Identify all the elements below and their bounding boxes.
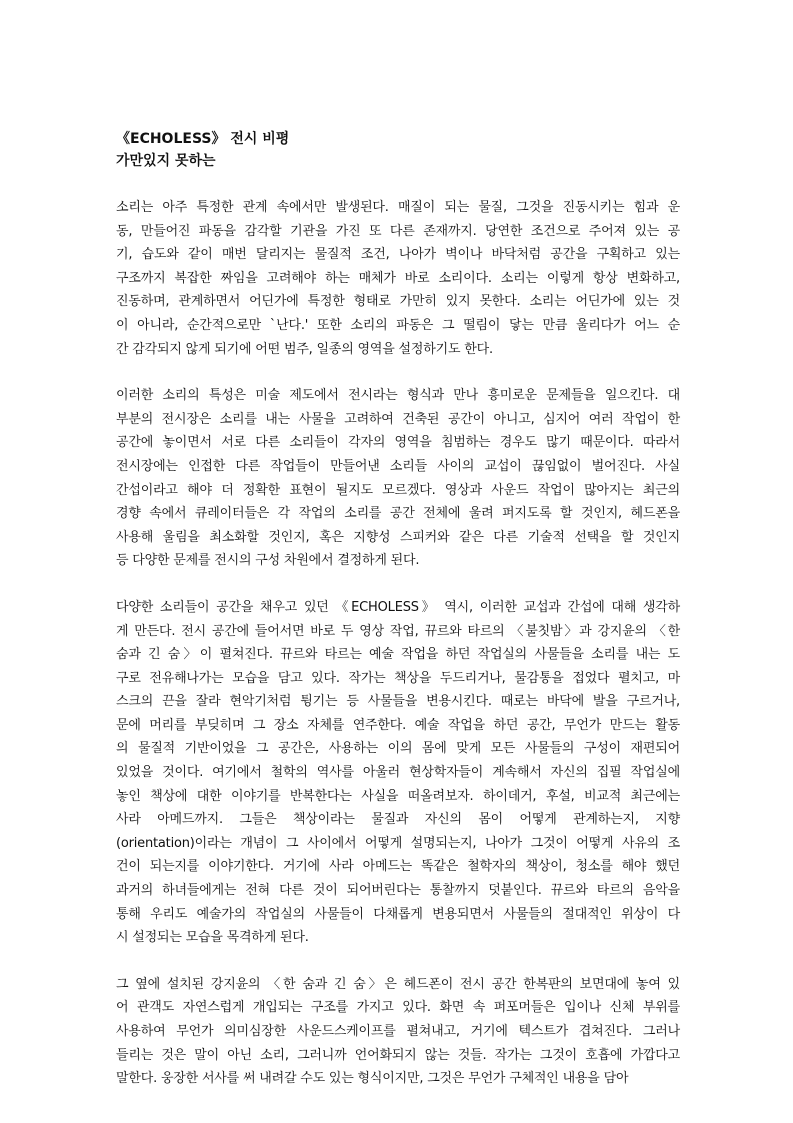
paragraph-line: 다양한 소리들이 공간을 채우고 있던 《ECHOLESS》 역시, 이러한 교섭과 간섭에 대해 생각하 (116, 599, 680, 615)
paragraph-line: 게 만든다. 전시 공간에 들어서면 바로 두 영상 작업, 뀨르와 타르의 〈불칫밤〉과 강지윤의 〈한 (116, 623, 680, 639)
paragraph-line: 소리는 아주 특정한 관계 속에서만 발생된다. 매질이 되는 물질, 그것을 진동시키는 힘과 운 (116, 200, 680, 215)
paragraph-line: 말한다. 웅장한 서사를 써 내려갈 수도 있는 형식이지만, 그것은 무언가 구체적인 내용을 담아 (116, 1071, 629, 1087)
document-subtitle: 가만있지 못하는 (116, 153, 216, 169)
paragraph-line: 구로 전유해나가는 모습을 담고 있다. 작가는 책상을 두드리거나, 물감통을 접었다 펼치고, 마 (116, 670, 680, 686)
paragraph-line: 스크의 끈을 잘라 현악기처럼 튕기는 등 사물들을 변용시킨다. 때로는 바닥에 발을 구르거나, (116, 694, 680, 710)
document-title: 《ECHOLESS》 전시 비평 (116, 131, 290, 147)
body-paragraph (116, 973, 680, 1091)
paragraph-line: 공간에 놓이면서 서로 다른 소리들이 각자의 영역을 침범하는 경우도 많기 때문이다. 따라서 (116, 435, 680, 451)
paragraph-line: 그 옆에 설치된 강지윤의 〈한 숨과 긴 숨〉은 헤드폰이 전시 공간 한복판의 보면대에 놓여 있 (116, 976, 680, 992)
paragraph-line: 간 감각되지 않게 되기에 어떤 범주, 일종의 영역을 설정하기도 한다. (116, 341, 493, 357)
paragraph-line: 들리는 것은 말이 아닌 소리, 그러니까 언어화되지 않는 것들. 작가는 그것이 호흡에 가깝다고 (116, 1047, 680, 1063)
paragraph-line: 전시장에는 인접한 다른 작업들이 만들어낸 소리들 사이의 교섭이 끊임없이 벌어진다. 사실 (116, 458, 680, 474)
document-page (116, 128, 680, 1114)
body-paragraph (116, 596, 680, 950)
paragraph-line: 시 설정되는 모습을 목격하게 된다. (116, 930, 309, 946)
paragraph-line: 등 다양한 문제를 전시의 구성 차원에서 결정하게 된다. (116, 553, 420, 569)
paragraph-line: 문에 머리를 부딪히며 그 장소 자체를 연주한다. 예술 작업을 하던 공간, 무언가 만드는 활동 (116, 717, 680, 733)
paragraph-line: 사라 아메드까지. 그들은 책상이라는 물질과 자신의 몸이 어떻게 관계하는지, 지향 (116, 812, 680, 828)
body-paragraph (116, 196, 680, 361)
paragraph-line: 부분의 전시장은 소리를 내는 사물을 고려하여 건축된 공간이 아니고, 심지어 여러 작업이 한 (116, 411, 680, 427)
paragraph-line: 어 관객도 자연스럽게 개입되는 구조를 가지고 있다. 화면 속 퍼포머들은 입이나 신체 부위를 (116, 1000, 680, 1016)
paragraph-line: 구조까지 복잡한 짜임을 고려해야 하는 매체가 바로 소리이다. 소리는 이렇게 항상 변화하고, (116, 270, 680, 286)
paragraph-line: 간섭이라고 해야 더 정확한 표현이 될지도 모르겠다. 영상과 사운드 작업이 많아지는 최근의 (116, 482, 680, 498)
document-body (116, 196, 680, 1091)
paragraph-line: 놓인 책상에 대한 이야기를 반복한다는 사실을 떠올려보자. 하이데거, 후설, 비교적 최근에는 (116, 788, 680, 804)
paragraph-line: 이 아니라, 순간적으로만 `난다.' 또한 소리의 파동은 그 떨림이 닿는 만큼 울리다가 어느 순 (116, 317, 680, 333)
paragraph-line: 이러한 소리의 특성은 미술 제도에서 전시라는 형식과 만나 흥미로운 문제들을 일으킨다. 대 (116, 388, 680, 404)
body-paragraph (116, 384, 680, 573)
paragraph-line: 숨과 긴 숨〉이 펼쳐진다. 뀨르와 타르는 예술 작업을 하던 작업실의 사물들을 소리를 내는 도 (116, 647, 680, 663)
paragraph-line: 사용해 울림을 최소화할 것인지, 혹은 지향성 스피커와 같은 다른 기술적 선택을 할 것인지 (116, 529, 680, 545)
paragraph-line: 건이 되는지를 이야기한다. 거기에 사라 아메드는 똑같은 철학자의 책상이, 청소를 해야 했던 (116, 859, 680, 875)
paragraph-line: 통해 우리도 예술가의 작업실의 사물들이 다채롭게 변용되면서 사물들의 절대적인 위상이 다 (116, 906, 680, 922)
paragraph-line: 동, 만들어진 파동을 감각할 기관을 가진 또 다른 존재까지. 당연한 조건으로 주어져 있는 공 (116, 223, 680, 239)
paragraph-line: 경향 속에서 큐레이터들은 각 작업의 소리를 공간 전체에 울려 퍼지도록 할 것인지, 헤드폰을 (116, 506, 680, 522)
paragraph-line: 진동하며, 관계하면서 어딘가에 특정한 형태로 가만히 있지 못한다. 소리는 어딘가에 있는 것 (116, 294, 680, 310)
paragraph-line: 의 물질적 기반이었을 그 공간은, 사용하는 이의 몸에 맞게 모든 사물들의 구성이 재편되어 (116, 741, 680, 757)
paragraph-line: (orientation)이라는 개념이 그 사이에서 어떻게 설명되는지, 나아가 그것이 어떻게 사유의 조 (116, 835, 680, 851)
paragraph-line: 과거의 하녀들에게는 전혀 다른 것이 되어버린다는 통찰까지 덧붙인다. 뀨르와 타르의 음악을 (116, 883, 680, 899)
paragraph-line: 기, 습도와 같이 매번 달리지는 물질적 조건, 나아가 벽이나 바닥처럼 공간을 구획하고 있는 (116, 247, 680, 263)
paragraph-line: 사용하여 무언가 의미심장한 사운드스케이프를 펼쳐내고, 거기에 텍스트가 겹쳐진다. 그러나 (116, 1024, 680, 1039)
paragraph-line: 있었을 것이다. 여기에서 철학의 역사를 아울러 현상학자들이 계속해서 자신의 집필 작업실에 (116, 765, 680, 781)
